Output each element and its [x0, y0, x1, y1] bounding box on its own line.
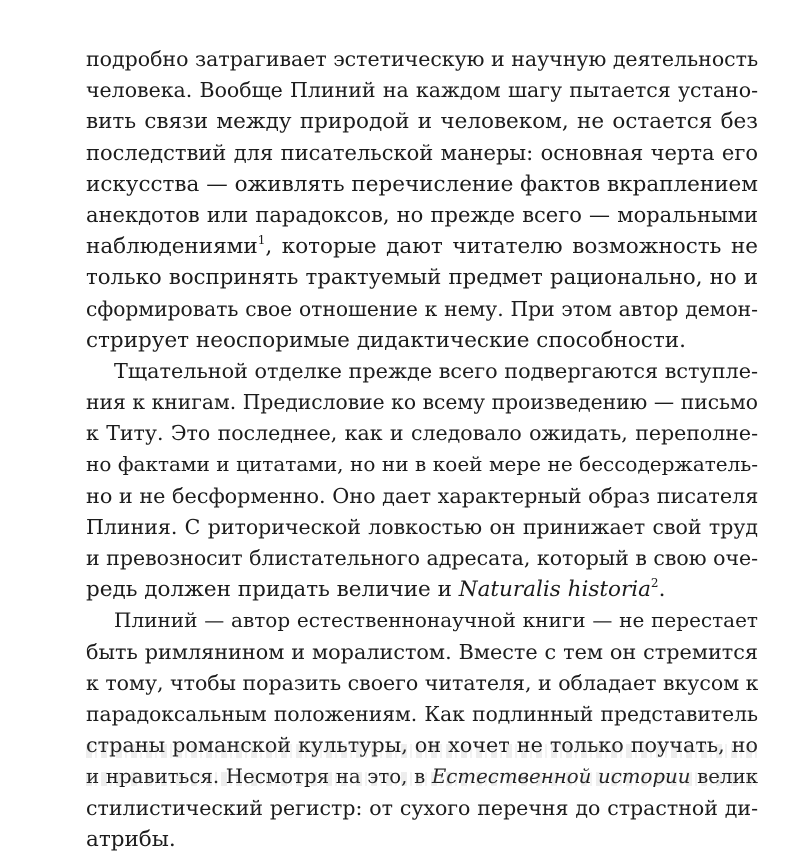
- text-line: [86, 637, 758, 668]
- text-line: [86, 106, 758, 137]
- text-segment: вить связи между природой и человеком, не остается без: [86, 109, 758, 135]
- text-segment: сформировать свое отношение к нему. При этом автор демон-: [86, 296, 758, 321]
- text-line: [86, 824, 758, 855]
- text-line: [86, 449, 758, 480]
- text-line: [86, 325, 758, 356]
- text-segment: последствий для писательской манеры: основная черта его: [86, 140, 758, 165]
- text-line: [86, 512, 758, 543]
- text-line: [86, 605, 758, 636]
- text-line: [86, 169, 758, 200]
- text-segment: .: [658, 577, 666, 603]
- text-segment: подробно затрагивает эстетическую и научную деятельность: [86, 47, 758, 71]
- text-line: [86, 481, 758, 512]
- text-segment: атрибы.: [86, 826, 176, 852]
- text-line: [86, 793, 758, 824]
- text-line: [86, 418, 758, 449]
- text-line: [86, 574, 758, 605]
- italic-title: Естественной истории: [431, 765, 691, 789]
- text-line: [86, 200, 758, 231]
- text-segment: Плиния. С риторической ловкостью он принижает свой труд: [86, 514, 758, 539]
- text-segment: велик: [690, 765, 758, 789]
- text-line: [86, 294, 758, 325]
- text-segment: редь должен придать величие и: [86, 577, 459, 603]
- text-segment: и превозносит блистательного адресата, который в свою оче-: [86, 546, 758, 570]
- footnote-marker: 2: [650, 576, 659, 591]
- footnote-marker: 1: [257, 233, 266, 248]
- text-line: [86, 138, 758, 169]
- text-segment: стрирует неоспоримые дидактические способности.: [86, 327, 686, 353]
- text-segment: к Титу. Это последнее, как и следовало ожидать, переполне-: [86, 421, 758, 446]
- text-line: [86, 75, 758, 106]
- text-line: [86, 699, 758, 730]
- text-segment: стилистический регистр: от сухого перечня до страстной ди-: [86, 795, 758, 820]
- text-line: [86, 262, 758, 293]
- text-segment: , которые дают читателю возможность не: [265, 234, 758, 260]
- text-segment: к тому, чтобы поразить своего читателя, и обладает вкусом к: [86, 670, 758, 695]
- body-text: [86, 44, 758, 855]
- text-segment: только воспринять трактуемый предмет рационально, но и: [86, 265, 758, 291]
- text-line: [86, 356, 758, 387]
- italic-title: Naturalis historia: [458, 577, 651, 603]
- text-segment: но и не бесформенно. Оно дает характерный образ писателя: [86, 483, 758, 508]
- text-segment: Тщательной отделке прежде всего подвергаются вступле-: [114, 358, 758, 383]
- text-segment: быть римлянином и моралистом. Вместе с тем он стремится: [86, 639, 758, 664]
- text-line: [86, 543, 758, 574]
- text-segment: ния к книгам. Предисловие ко всему произведению — письмо: [86, 390, 758, 415]
- text-segment: и нравиться. Несмотря на это, в: [86, 765, 432, 789]
- text-line: [86, 231, 758, 262]
- text-segment: но фактами и цитатами, но ни в коей мере не бессодержатель-: [86, 452, 758, 477]
- text-segment: парадоксальным положениям. Как подлинный представитель: [86, 701, 758, 726]
- text-segment: Плиний — автор естественнонаучной книги — не перестает: [114, 608, 758, 633]
- text-line: [86, 387, 758, 418]
- text-segment: человека. Вообще Плиний на каждом шагу пытается устано-: [86, 78, 758, 103]
- text-segment: наблюдениями: [86, 234, 258, 260]
- text-line: [86, 668, 758, 699]
- show-through-lines: [86, 744, 758, 758]
- text-segment: страны романской культуры, он хочет не только поучать, но: [86, 733, 758, 758]
- text-segment: искусства — оживлять перечисление фактов вкраплением: [86, 171, 758, 197]
- show-through-lines: [86, 772, 758, 786]
- text-segment: анекдотов или парадоксов, но прежде всего — моральными: [86, 202, 758, 227]
- text-line: [86, 44, 758, 75]
